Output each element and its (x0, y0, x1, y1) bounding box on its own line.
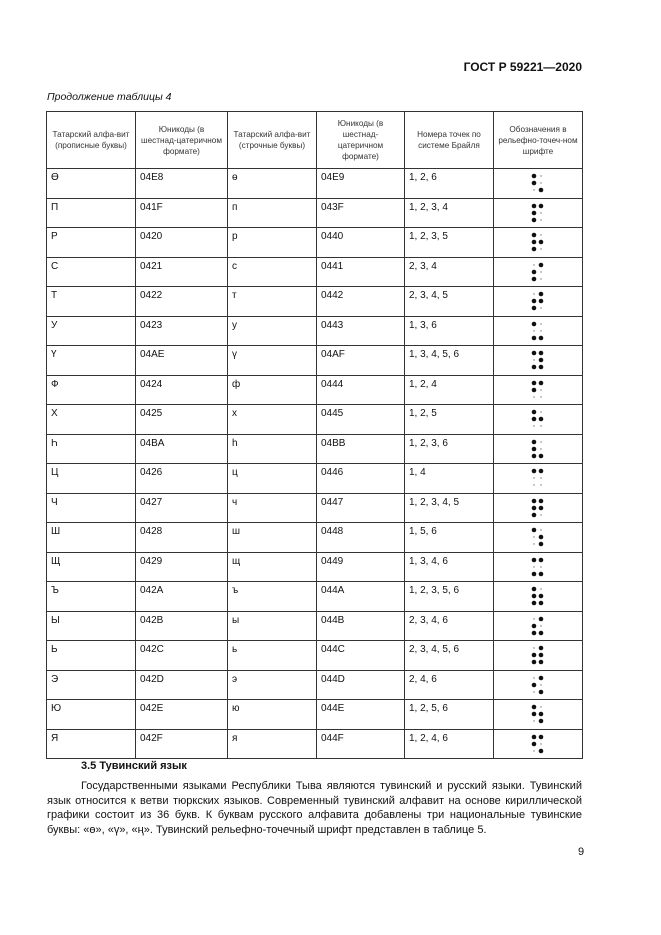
braille-dot-flat (540, 323, 541, 324)
lowercase-letter: ш (228, 523, 317, 553)
braille-dot-raised (532, 557, 537, 562)
unicode-lower: 044C (317, 641, 405, 671)
uppercase-letter: Ү (47, 346, 136, 376)
section-paragraph: Государственными языками Республики Тыва являются тувинский и русский языки. Тувинский язык относится к ветви тюркских языков. Современный тувинский алфавит на основе кириллической графики состоит из 36 букв. К буквам русского алфавита добавлены три национальные тувинские буквы: «ө», «ү», «ң». Тувинский рельефно-точечный шрифт представлен в таблице 5. (47, 780, 582, 836)
table-body (47, 169, 583, 759)
braille-dot-numbers: 1, 5, 6 (405, 523, 494, 553)
lowercase-letter: ы (228, 611, 317, 641)
table-row (47, 552, 583, 582)
uppercase-letter: Ө (47, 169, 136, 199)
braille-dot-raised (532, 380, 537, 385)
braille-dot-raised (532, 276, 537, 281)
unicode-lower: 0445 (317, 405, 405, 435)
braille-cell (494, 493, 583, 523)
braille-symbol (531, 734, 545, 754)
braille-symbol (531, 527, 545, 547)
braille-symbol (531, 262, 545, 282)
table-row (47, 582, 583, 612)
braille-dot-raised (532, 203, 537, 208)
braille-dot-raised (532, 594, 537, 599)
braille-dot-raised (532, 741, 537, 746)
braille-dot-raised (539, 601, 544, 606)
braille-dot-flat (540, 219, 541, 220)
braille-cell (494, 287, 583, 317)
table-row (47, 729, 583, 759)
table-row (47, 257, 583, 287)
braille-dot-numbers: 1, 3, 4, 5, 6 (405, 346, 494, 376)
braille-dot-numbers: 1, 4 (405, 464, 494, 494)
braille-cell (494, 729, 583, 759)
braille-dot-flat (533, 544, 534, 545)
lowercase-letter: ъ (228, 582, 317, 612)
braille-dot-raised (539, 292, 544, 297)
unicode-upper: 0428 (136, 523, 228, 553)
braille-dot-flat (533, 750, 534, 751)
unicode-upper: 0426 (136, 464, 228, 494)
unicode-lower: 044B (317, 611, 405, 641)
unicode-lower: 044E (317, 700, 405, 730)
braille-dot-raised (539, 453, 544, 458)
braille-cell (494, 464, 583, 494)
braille-dot-numbers: 1, 2, 5 (405, 405, 494, 435)
uppercase-letter: Һ (47, 434, 136, 464)
braille-symbol (531, 291, 545, 311)
lowercase-letter: ю (228, 700, 317, 730)
braille-symbol (531, 321, 545, 341)
braille-cell (494, 405, 583, 435)
braille-symbol (531, 645, 545, 665)
column-header: Юникоды (в шестнад-цатеричном формате) (317, 112, 405, 169)
braille-dot-raised (539, 660, 544, 665)
braille-dot-numbers: 1, 2, 3, 5, 6 (405, 582, 494, 612)
braille-cell (494, 523, 583, 553)
braille-dot-flat (533, 721, 534, 722)
braille-dot-numbers: 1, 2, 3, 5 (405, 228, 494, 258)
braille-cell (494, 552, 583, 582)
table-row (47, 641, 583, 671)
braille-dot-flat (540, 625, 541, 626)
braille-dot-raised (539, 571, 544, 576)
braille-dot-raised (532, 469, 537, 474)
page-number: 9 (578, 846, 585, 858)
braille-dot-flat (540, 330, 541, 331)
braille-dot-raised (532, 351, 537, 356)
braille-dot-flat (540, 478, 541, 479)
unicode-upper: 0427 (136, 493, 228, 523)
braille-dot-raised (539, 646, 544, 651)
braille-cell (494, 670, 583, 700)
lowercase-letter: ч (228, 493, 317, 523)
lowercase-letter: ь (228, 641, 317, 671)
braille-dot-flat (540, 485, 541, 486)
uppercase-letter: Ш (47, 523, 136, 553)
braille-dot-raised (539, 469, 544, 474)
column-header: Обозначения в рельефно-точеч-ном шрифте (494, 112, 583, 169)
braille-dot-raised (539, 719, 544, 724)
braille-dot-raised (532, 269, 537, 274)
braille-cell (494, 346, 583, 376)
unicode-upper: 042E (136, 700, 228, 730)
braille-dot-raised (532, 387, 537, 392)
braille-dot-flat (540, 308, 541, 309)
unicode-upper: 042A (136, 582, 228, 612)
uppercase-letter: Щ (47, 552, 136, 582)
uppercase-letter: Ы (47, 611, 136, 641)
uppercase-letter: Х (47, 405, 136, 435)
unicode-upper: 041F (136, 198, 228, 228)
braille-dot-raised (532, 247, 537, 252)
lowercase-letter: с (228, 257, 317, 287)
lowercase-letter: щ (228, 552, 317, 582)
braille-dot-raised (539, 498, 544, 503)
braille-dot-flat (540, 235, 541, 236)
table-row (47, 611, 583, 641)
braille-cell (494, 198, 583, 228)
braille-dot-flat (533, 330, 534, 331)
braille-dot-raised (532, 630, 537, 635)
braille-dot-raised (532, 587, 537, 592)
braille-dot-raised (532, 528, 537, 533)
lowercase-letter: у (228, 316, 317, 346)
unicode-upper: 04AE (136, 346, 228, 376)
table-row (47, 228, 583, 258)
braille-dot-raised (539, 417, 544, 422)
braille-symbol (531, 232, 545, 252)
standard-number: ГОСТ Р 59221—2020 (463, 60, 582, 74)
unicode-lower: 0448 (317, 523, 405, 553)
table-row (47, 523, 583, 553)
braille-symbol (531, 409, 545, 429)
lowercase-letter: э (228, 670, 317, 700)
unicode-upper: 0422 (136, 287, 228, 317)
braille-dot-flat (533, 190, 534, 191)
braille-dot-raised (532, 712, 537, 717)
braille-dot-raised (532, 306, 537, 311)
unicode-upper: 04E8 (136, 169, 228, 199)
braille-dot-raised (539, 748, 544, 753)
braille-dot-flat (533, 294, 534, 295)
braille-dot-raised (532, 505, 537, 510)
braille-dot-flat (533, 691, 534, 692)
braille-dot-flat (533, 566, 534, 567)
unicode-upper: 0429 (136, 552, 228, 582)
braille-dot-raised (539, 365, 544, 370)
braille-dot-raised (532, 453, 537, 458)
lowercase-letter: ф (228, 375, 317, 405)
lowercase-letter: ө (228, 169, 317, 199)
section-heading: 3.5 Тувинский язык (81, 760, 187, 772)
lowercase-letter: ү (228, 346, 317, 376)
unicode-lower: 0442 (317, 287, 405, 317)
braille-dot-raised (539, 351, 544, 356)
braille-dot-flat (533, 478, 534, 479)
braille-dot-numbers: 1, 2, 6 (405, 169, 494, 199)
unicode-upper: 04BA (136, 434, 228, 464)
braille-cell (494, 700, 583, 730)
braille-dot-numbers: 1, 2, 5, 6 (405, 700, 494, 730)
unicode-lower: 0446 (317, 464, 405, 494)
braille-dot-raised (532, 174, 537, 179)
braille-dot-raised (539, 203, 544, 208)
braille-dot-flat (533, 677, 534, 678)
braille-dot-raised (539, 689, 544, 694)
braille-dot-numbers: 2, 4, 6 (405, 670, 494, 700)
braille-dot-flat (540, 684, 541, 685)
braille-dot-raised (539, 734, 544, 739)
table-row (47, 434, 583, 464)
braille-dot-flat (540, 212, 541, 213)
table-row (47, 493, 583, 523)
braille-dot-raised (539, 335, 544, 340)
braille-dot-numbers: 1, 2, 4 (405, 375, 494, 405)
braille-dot-raised (532, 623, 537, 628)
braille-dot-raised (539, 616, 544, 621)
braille-dot-numbers: 1, 2, 4, 6 (405, 729, 494, 759)
unicode-upper: 0424 (136, 375, 228, 405)
braille-dot-flat (540, 176, 541, 177)
unicode-lower: 04BB (317, 434, 405, 464)
column-header: Юникоды (в шестнад-цатеричном формате) (136, 112, 228, 169)
unicode-lower: 0440 (317, 228, 405, 258)
braille-dot-numbers: 1, 2, 3, 6 (405, 434, 494, 464)
uppercase-letter: У (47, 316, 136, 346)
braille-dot-raised (539, 188, 544, 193)
braille-dot-raised (532, 321, 537, 326)
braille-symbol (531, 380, 545, 400)
braille-dot-flat (533, 396, 534, 397)
braille-dot-flat (540, 396, 541, 397)
braille-dot-flat (540, 278, 541, 279)
braille-dot-raised (532, 446, 537, 451)
braille-dot-numbers: 2, 3, 4, 5 (405, 287, 494, 317)
braille-dot-raised (539, 594, 544, 599)
table-row (47, 198, 583, 228)
braille-dot-raised (532, 181, 537, 186)
braille-dot-raised (532, 705, 537, 710)
uppercase-letter: С (47, 257, 136, 287)
unicode-lower: 0447 (317, 493, 405, 523)
braille-dot-raised (532, 410, 537, 415)
unicode-upper: 042F (136, 729, 228, 759)
braille-dot-raised (539, 653, 544, 658)
column-header: Татарский алфа-вит (строчные буквы) (228, 112, 317, 169)
braille-dot-flat (540, 448, 541, 449)
uppercase-letter: Ъ (47, 582, 136, 612)
braille-dot-raised (532, 682, 537, 687)
braille-cell (494, 582, 583, 612)
uppercase-letter: Я (47, 729, 136, 759)
braille-dot-raised (539, 505, 544, 510)
braille-dot-flat (540, 412, 541, 413)
braille-symbol (531, 498, 545, 518)
column-header: Номера точек по системе Брайля (405, 112, 494, 169)
braille-dot-flat (533, 264, 534, 265)
braille-dot-raised (532, 233, 537, 238)
braille-dot-flat (540, 426, 541, 427)
braille-symbol (531, 203, 545, 223)
table-row (47, 670, 583, 700)
braille-dot-raised (532, 217, 537, 222)
braille-dot-raised (532, 299, 537, 304)
unicode-lower: 0443 (317, 316, 405, 346)
table-row (47, 375, 583, 405)
unicode-upper: 042D (136, 670, 228, 700)
braille-dot-raised (539, 299, 544, 304)
braille-dot-flat (533, 485, 534, 486)
uppercase-letter: Т (47, 287, 136, 317)
table-row (47, 405, 583, 435)
braille-cell (494, 611, 583, 641)
braille-dot-flat (533, 648, 534, 649)
braille-dot-raised (539, 630, 544, 635)
braille-symbol (531, 557, 545, 577)
braille-dot-flat (540, 183, 541, 184)
lowercase-letter: п (228, 198, 317, 228)
table-row (47, 464, 583, 494)
uppercase-letter: Ь (47, 641, 136, 671)
braille-dot-numbers: 1, 3, 6 (405, 316, 494, 346)
braille-dot-flat (540, 743, 541, 744)
table-row (47, 169, 583, 199)
uppercase-letter: Ч (47, 493, 136, 523)
uppercase-letter: Ц (47, 464, 136, 494)
braille-dot-numbers: 2, 3, 4 (405, 257, 494, 287)
uppercase-letter: Ю (47, 700, 136, 730)
braille-symbol (531, 586, 545, 606)
table-row (47, 346, 583, 376)
braille-cell (494, 434, 583, 464)
braille-dot-flat (540, 271, 541, 272)
braille-cell (494, 375, 583, 405)
uppercase-letter: Р (47, 228, 136, 258)
braille-dot-raised (539, 712, 544, 717)
braille-dot-flat (533, 537, 534, 538)
braille-dot-raised (539, 380, 544, 385)
table-caption: Продолжение таблицы 4 (47, 91, 172, 103)
braille-dot-raised (539, 542, 544, 547)
unicode-lower: 04AF (317, 346, 405, 376)
braille-dot-numbers: 1, 2, 3, 4, 5 (405, 493, 494, 523)
braille-dot-flat (540, 514, 541, 515)
braille-dot-raised (532, 653, 537, 658)
braille-dot-raised (532, 571, 537, 576)
braille-dot-raised (532, 512, 537, 517)
braille-symbol (531, 675, 545, 695)
braille-cell (494, 257, 583, 287)
unicode-upper: 042B (136, 611, 228, 641)
unicode-lower: 044F (317, 729, 405, 759)
braille-dot-raised (532, 498, 537, 503)
braille-cell (494, 641, 583, 671)
braille-dot-flat (533, 360, 534, 361)
lowercase-letter: һ (228, 434, 317, 464)
braille-dot-flat (540, 441, 541, 442)
unicode-upper: 0420 (136, 228, 228, 258)
braille-dot-raised (539, 262, 544, 267)
braille-dot-raised (532, 417, 537, 422)
braille-dot-raised (532, 240, 537, 245)
braille-dot-raised (532, 210, 537, 215)
unicode-lower: 044D (317, 670, 405, 700)
unicode-lower: 043F (317, 198, 405, 228)
lowercase-letter: р (228, 228, 317, 258)
lowercase-letter: я (228, 729, 317, 759)
braille-dot-raised (532, 601, 537, 606)
uppercase-letter: П (47, 198, 136, 228)
table-header-row (47, 112, 583, 169)
table-row (47, 316, 583, 346)
unicode-lower: 0449 (317, 552, 405, 582)
unicode-upper: 0421 (136, 257, 228, 287)
column-header: Татарский алфа-вит (прописные буквы) (47, 112, 136, 169)
braille-dot-raised (539, 535, 544, 540)
braille-dot-flat (533, 426, 534, 427)
unicode-upper: 0423 (136, 316, 228, 346)
unicode-upper: 0425 (136, 405, 228, 435)
braille-cell (494, 228, 583, 258)
braille-dot-raised (532, 734, 537, 739)
braille-dot-flat (533, 618, 534, 619)
braille-dot-flat (540, 249, 541, 250)
braille-dot-numbers: 2, 3, 4, 6 (405, 611, 494, 641)
unicode-lower: 0441 (317, 257, 405, 287)
braille-symbol (531, 704, 545, 724)
braille-dot-raised (539, 675, 544, 680)
table-row (47, 287, 583, 317)
braille-dot-flat (540, 530, 541, 531)
lowercase-letter: т (228, 287, 317, 317)
braille-dot-raised (532, 660, 537, 665)
braille-dot-raised (539, 358, 544, 363)
uppercase-letter: Ф (47, 375, 136, 405)
braille-dot-raised (532, 365, 537, 370)
braille-symbol (531, 173, 545, 193)
lowercase-letter: х (228, 405, 317, 435)
braille-dot-flat (540, 589, 541, 590)
braille-table (46, 111, 583, 759)
braille-dot-raised (539, 240, 544, 245)
uppercase-letter: Э (47, 670, 136, 700)
braille-symbol (531, 439, 545, 459)
braille-cell (494, 169, 583, 199)
braille-dot-numbers: 1, 3, 4, 6 (405, 552, 494, 582)
braille-symbol (531, 616, 545, 636)
braille-dot-flat (540, 566, 541, 567)
braille-dot-raised (539, 557, 544, 562)
braille-dot-numbers: 1, 2, 3, 4 (405, 198, 494, 228)
braille-dot-flat (540, 707, 541, 708)
unicode-upper: 042C (136, 641, 228, 671)
braille-dot-flat (540, 389, 541, 390)
unicode-lower: 04E9 (317, 169, 405, 199)
braille-cell (494, 316, 583, 346)
braille-symbol (531, 468, 545, 488)
lowercase-letter: ц (228, 464, 317, 494)
unicode-lower: 0444 (317, 375, 405, 405)
braille-dot-raised (532, 335, 537, 340)
braille-dot-numbers: 2, 3, 4, 5, 6 (405, 641, 494, 671)
unicode-lower: 044A (317, 582, 405, 612)
braille-symbol (531, 350, 545, 370)
table-row (47, 700, 583, 730)
braille-dot-raised (532, 439, 537, 444)
